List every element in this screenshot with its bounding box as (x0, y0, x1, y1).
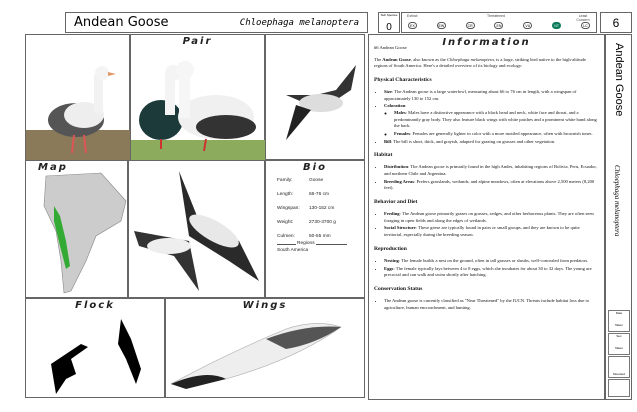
side-common-name: Andean Goose (613, 43, 625, 117)
scientific-name: Chloephaga melanoptera (239, 17, 359, 28)
range-map (26, 161, 129, 299)
photo-standing-goose (25, 34, 130, 160)
goose-photo (26, 35, 131, 161)
bio-value: 50-55 mm (309, 234, 331, 239)
region-value: South America (277, 248, 309, 253)
bio-row (277, 178, 324, 183)
species-header (65, 12, 368, 33)
status-ex: EX (408, 22, 417, 29)
pair-title: Pair (182, 36, 213, 47)
subspecies-label: Sub Species (380, 13, 398, 17)
heading-conservation: Conservation Status (374, 285, 423, 292)
bio-value: 2730-3700 g (309, 220, 336, 225)
species-number: 6 (600, 12, 632, 33)
info-id-line: #6 Andean Goose (374, 45, 407, 50)
bio-row (277, 234, 331, 239)
bio-panel (265, 160, 365, 298)
status-lc: LC (581, 22, 590, 29)
mounted-label: Mounted (613, 372, 625, 376)
bio-value: Goose (309, 178, 324, 183)
common-name: Andean Goose (74, 15, 169, 30)
flock-silhouettes (26, 299, 166, 399)
bio-key: Culmen: (277, 234, 295, 239)
habitat-list: • Distribution: The Andean goose is primarily found in the high Andes, inhabiting regions of Bolivia, Peru, Ecuador, and northern Chile and Argentina. • Breeding Areas: Prefers grasslands, wetlands, and alpine meadows, often at elevations above 2,500 meters (8,200 feet). (384, 164, 598, 192)
bio-row (277, 192, 329, 197)
information-title: Information (442, 37, 531, 48)
bio-key: Wingspan: (277, 206, 300, 211)
status-ew: EW (438, 24, 445, 28)
taken2-label: Taken (614, 346, 623, 350)
pair-panel (130, 34, 265, 160)
status-vu: VU (523, 22, 532, 29)
blank-box (608, 379, 630, 397)
side-scientific-name: Chloephaga melanoptera (613, 165, 621, 237)
status-cr: CR (467, 24, 473, 28)
wings-panel (165, 298, 365, 398)
map-title: Map (38, 162, 68, 173)
information-panel (368, 34, 605, 400)
bio-value: 130-152 cm (309, 206, 335, 211)
map-panel (25, 160, 128, 298)
conservation-status-scale (401, 12, 597, 33)
physical-list: • Size: The Andean goose is a large waterfowl, measuring about 66 to 76 cm in length, with a wingspan of approximately 130 to 152 cm. • Coloration: ◦ Males: Males have a distinctive appearance with a black head and neck, white face and throat, and a predominantly gray body. They also feature black wings with white patches and a prominent white band along the back. ◦ Females: Females are generally lighter in color with a more mottled appearance, often with brownish tones. • Bill: The bill is short, thick, and grayish, adapted for grazing on grasses and other vegetation. (384, 89, 598, 145)
threatened-label: Threatened (487, 14, 505, 18)
taken-label: Taken (614, 323, 623, 327)
heading-reproduction: Reproduction (374, 245, 407, 252)
subspecies-box (378, 12, 400, 33)
regions-label: Regions (297, 241, 315, 246)
sex-label: Sex (616, 334, 622, 338)
side-column (605, 34, 632, 400)
flock-panel (25, 298, 165, 398)
photo-flying-goose (265, 34, 365, 160)
date-label: Date (615, 311, 623, 315)
flying-geese-photo (129, 161, 266, 299)
wing-photo (166, 299, 366, 399)
reproduction-list: • Nesting: The female builds a nest on the ground, often in tall grasses or shrubs, well-concealed from predators. • Eggs: The female typically lays between 4 to 8 eggs, which she incubates for about 30 to 32 days. The young are precocial and can walk and swim shortly after hatching. (384, 258, 598, 279)
bio-key: Length: (277, 192, 294, 197)
bio-title: Bio (303, 162, 327, 173)
heading-behavior: Behavior and Diet (374, 199, 418, 206)
wings-title: Wings (242, 300, 288, 311)
least-concern-label: Least Concern (576, 14, 590, 22)
bio-value: 66-76 cm (309, 192, 329, 197)
flying-goose-photo (266, 35, 366, 161)
info-intro: The Andean Goose, also known as the Chloephaga melanoptera, is a large, striking bird native to the high-altitude regions of South America. Here's a detailed overview of its biology and ecology: (374, 56, 586, 69)
status-en: EN (494, 22, 503, 29)
heading-habitat: Habitat (374, 152, 393, 159)
bio-row (277, 220, 336, 225)
bio-key: Family: (277, 178, 293, 183)
flight-photos (128, 160, 265, 298)
extinct-label: Extinct (407, 14, 418, 18)
heading-physical: Physical Characteristics (374, 76, 432, 83)
bio-row (277, 206, 335, 211)
behavior-list: • Feeding: The Andean goose primarily grazes on grasses, sedges, and other herbaceous plants. They are often seen foraging in open fields and along the edges of wetlands. • Social Structure: These geese are typically found in pairs or small groups, and they are known to be quite territorial, especially during the breeding season. (384, 211, 598, 239)
goose-pair-photo (131, 35, 266, 161)
conservation-list: • The Andean goose is currently classified as "Near Threatened" by the IUCN. Threats include habitat loss due to agriculture, human encroachment, and hunting. (384, 298, 598, 311)
subspecies-count: 0 (386, 22, 392, 33)
status-nt: NT (552, 22, 561, 29)
flock-title: Flock (75, 300, 115, 311)
bio-key: Weight: (277, 220, 294, 225)
